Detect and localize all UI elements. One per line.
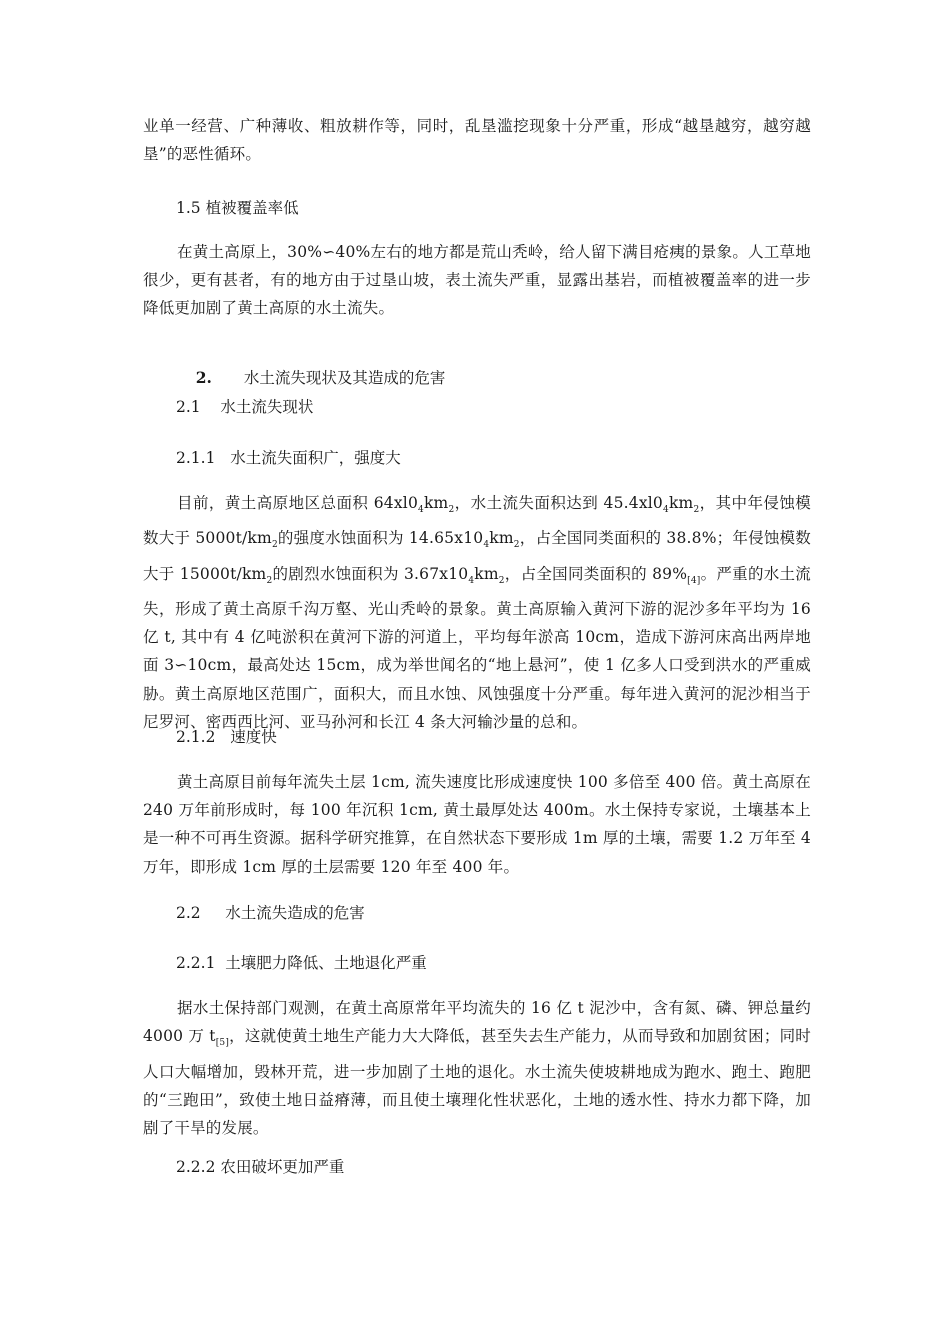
text-run: 目前，黄土高原地区总面积 64xl0 xyxy=(177,494,419,512)
paragraph-soil-fertility xyxy=(143,994,811,1142)
text-run: km xyxy=(474,564,499,583)
heading-2-1-1: 2.1.1 水土流失面积广，强度大 xyxy=(176,449,401,467)
subscript: 4 xyxy=(468,575,475,586)
text-run: km xyxy=(489,529,514,548)
heading-2-number: 2. xyxy=(195,368,212,387)
subscript: 4 xyxy=(663,505,669,516)
subscript: 2 xyxy=(271,540,278,551)
subscript: 2 xyxy=(266,575,273,586)
paragraph-continuation: 业单一经营、广种薄收、粗放耕作等，同时，乱垦滥挖现象十分严重，形成“越垦越穷，越穷越垦”的恶性循环。 xyxy=(143,117,811,164)
heading-2-text: 水土流失现状及其造成的危害 xyxy=(243,369,446,387)
text-run: 据水土保持部门观测，在黄土高原常年平均流失的 16 亿 t 泥沙中，含有氮、磷、钾总量约 4000 万 t xyxy=(143,999,811,1046)
heading-2-2-1: 2.2.1 土壤肥力降低、土地退化严重 xyxy=(176,954,427,972)
heading-2-2: 2.2 水土流失造成的危害 xyxy=(176,904,365,922)
text-run: ，其中年侵蚀模数大于 5000t/km xyxy=(143,494,811,548)
text-run: 。严重的水土流失，形成了黄土高原千沟万壑、光山秃岭的景象。黄土高原输入黄河下游的泥沙多年平均为 16 亿 t, 其中有 4 亿吨淤积在黄河下游的河道上，平均每年淤高 10cm，造成下游河床高出两岸地面 3∽10cm，最高处达 15cm，成为举世闻名的“地上悬河”，使 1 亿多人口受到洪水的严重威胁。黄土高原地区范围广，面积大，而且水蚀、风蚀强度十分严重。每年进入黄河的泥沙相当于尼罗河、密西西比河、亚马孙河和长江 4 条大河输沙量的总和。 xyxy=(143,564,811,731)
citation-4: [4] xyxy=(687,575,701,586)
heading-2-1: 2.1 水土流失现状 xyxy=(176,398,314,416)
heading-1-5: 1.5 植被覆盖率低 xyxy=(176,199,299,217)
text-run: 的强度水蚀面积为 14.65x10 xyxy=(277,529,484,548)
text-run: ，占全国同类面积的 89% xyxy=(504,564,688,583)
text-run: ，占全国同类面积的 38.8%；年侵蚀模数大于 15000t/km xyxy=(143,529,811,583)
subscript: 2 xyxy=(693,505,700,516)
paragraph-erosion-area xyxy=(143,489,811,736)
paragraph-vegetation: 在黄土高原上，30%∽40%左右的地方都是荒山秃岭，给人留下满目疮痍的景象。人工草地很少，更有甚者，有的地方由于过垦山坡，表土流失严重，显露出基岩，而植被覆盖率的进一步降低更加剧了黄土高原的水土流失。 xyxy=(143,243,811,318)
heading-2-2-2: 2.2.2 农田破坏更加严重 xyxy=(176,1158,345,1176)
text-run: km xyxy=(423,494,449,512)
subscript: 4 xyxy=(483,540,490,551)
paragraph-speed: 黄土高原目前每年流失土层 1cm, 流失速度比形成速度快 100 多倍至 400 倍。黄土高原在 240 万年前形成时，每 100 年沉积 1cm, 黄土最厚处达 400m。水土保持专家说，土壤基本上是一种不可再生资源。据科学研究推算，在自然状态下要形成 1m 厚的土壤，需要 1.2 万年至 4 万年，即形成 1cm 厚的土层需要 120 年至 400 年。 xyxy=(143,773,811,876)
text-run: 的剧烈水蚀面积为 3.67x10 xyxy=(272,564,469,583)
text-run: ，这就使黄土地生产能力大大降低，甚至失去生产能力，从而导致和加剧贫困；同时人口大幅增加，毁林开荒，进一步加剧了土地的退化。水土流失使坡耕地成为跑水、跑土、跑肥的“三跑田”，致使土地日益瘠薄，而且使土壤理化性状恶化，土地的透水性、持水力都下降，加剧了干旱的发展。 xyxy=(143,1027,811,1137)
heading-2-1-2: 2.1.2 速度快 xyxy=(176,728,277,746)
citation-5: [5] xyxy=(215,1038,230,1049)
text-run: km xyxy=(668,494,694,512)
subscript: 2 xyxy=(498,575,505,586)
subscript: 2 xyxy=(513,540,520,551)
subscript: 2 xyxy=(448,505,455,516)
text-run: ，水土流失面积达到 45.4xl0 xyxy=(454,494,663,512)
subscript: 4 xyxy=(418,505,424,516)
